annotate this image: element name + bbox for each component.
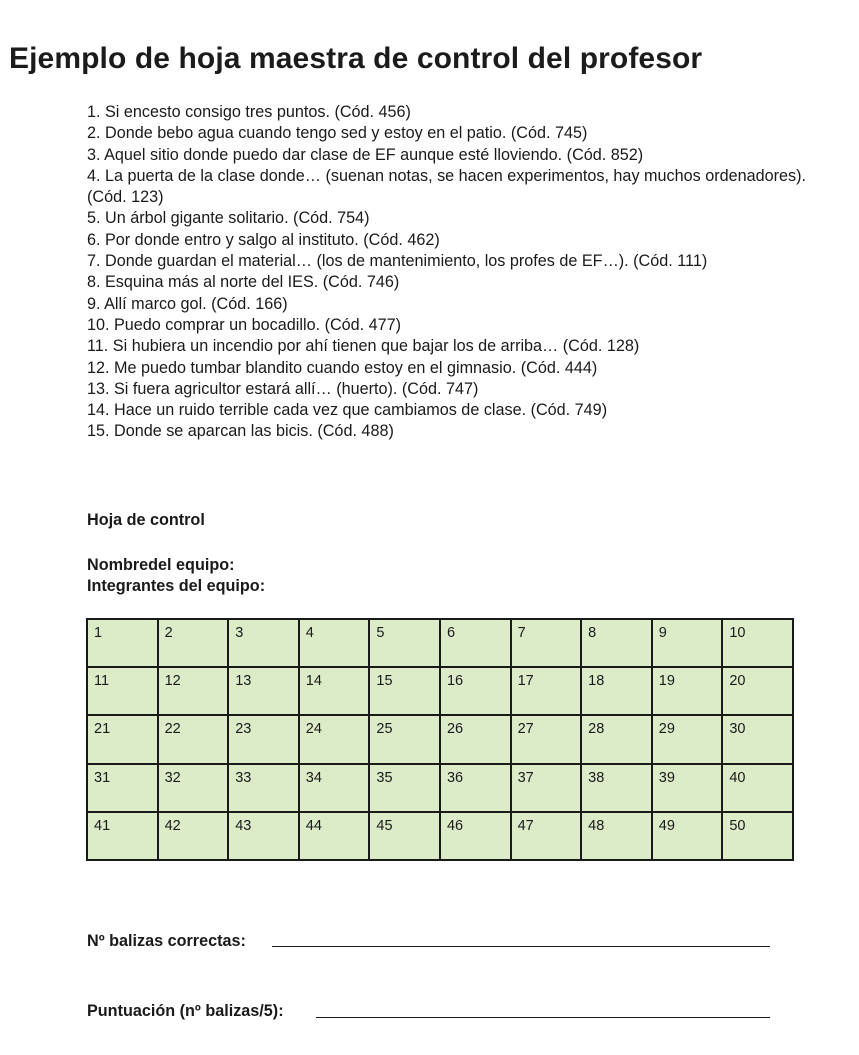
grid-cell[interactable]: 3 xyxy=(228,619,299,667)
grid-cell[interactable]: 28 xyxy=(581,715,652,763)
grid-cell[interactable]: 39 xyxy=(652,764,723,812)
grid-cell[interactable]: 14 xyxy=(299,667,370,715)
grid-cell[interactable]: 10 xyxy=(722,619,793,667)
grid-cell[interactable]: 19 xyxy=(652,667,723,715)
grid-cell[interactable]: 23 xyxy=(228,715,299,763)
grid-cell[interactable]: 9 xyxy=(652,619,723,667)
grid-cell[interactable]: 27 xyxy=(511,715,582,763)
clue-item: 5. Un árbol gigante solitario. (Cód. 754) xyxy=(87,209,370,228)
grid-cell[interactable]: 11 xyxy=(87,667,158,715)
grid-cell[interactable]: 34 xyxy=(299,764,370,812)
grid-cell[interactable]: 40 xyxy=(722,764,793,812)
grid-cell[interactable]: 16 xyxy=(440,667,511,715)
grid-cell[interactable]: 7 xyxy=(511,619,582,667)
clue-item: 6. Por donde entro y salgo al instituto. (Cód. 462) xyxy=(87,230,440,249)
grid-cell[interactable]: 43 xyxy=(228,812,299,860)
clue-item: 10. Puedo comprar un bocadillo. (Cód. 477) xyxy=(87,315,402,334)
team-members-label: Integrantes del equipo: xyxy=(87,577,266,595)
grid-cell[interactable]: 15 xyxy=(369,667,440,715)
grid-cell[interactable]: 36 xyxy=(440,764,511,812)
control-sheet-heading: Hoja de control xyxy=(87,511,205,529)
grid-row xyxy=(87,812,793,860)
beacon-grid xyxy=(86,618,794,861)
grid-cell[interactable]: 48 xyxy=(581,812,652,860)
grid-cell[interactable]: 32 xyxy=(158,764,229,812)
clue-item: 11. Si hubiera un incendio por ahí tienen que bajar los de arriba… (Cód. 128) xyxy=(87,337,640,356)
grid-cell[interactable]: 50 xyxy=(722,812,793,860)
clue-item: 2. Donde bebo agua cuando tengo sed y estoy en el patio. (Cód. 745) xyxy=(87,124,588,143)
grid-cell[interactable]: 42 xyxy=(158,812,229,860)
clue-item: 1. Si encesto consigo tres puntos. (Cód. 456) xyxy=(87,103,411,121)
grid-cell[interactable]: 1 xyxy=(87,619,158,667)
grid-cell[interactable]: 8 xyxy=(581,619,652,667)
grid-cell[interactable]: 47 xyxy=(511,812,582,860)
grid-cell[interactable]: 22 xyxy=(158,715,229,763)
clue-item: 3. Aquel sitio donde puedo dar clase de EF aunque esté lloviendo. (Cód. 852) xyxy=(87,145,644,164)
grid-cell[interactable]: 17 xyxy=(511,667,582,715)
grid-cell[interactable]: 5 xyxy=(369,619,440,667)
clue-item: 7. Donde guardan el material… (los de mantenimiento, los profes de EF…). (Cód. 111) xyxy=(87,252,708,271)
correct-beacons-label: Nº balizas correctas: xyxy=(87,932,246,950)
grid-cell[interactable]: 31 xyxy=(87,764,158,812)
clue-item: 9. Allí marco gol. (Cód. 166) xyxy=(87,294,288,313)
grid-cell[interactable]: 2 xyxy=(158,619,229,667)
grid-cell[interactable]: 49 xyxy=(652,812,723,860)
grid-row xyxy=(87,667,793,715)
grid-cell[interactable]: 24 xyxy=(299,715,370,763)
score-label: Puntuación (nº balizas/5): xyxy=(87,1002,284,1020)
grid-row xyxy=(87,619,793,667)
grid-row xyxy=(87,764,793,812)
grid-cell[interactable]: 38 xyxy=(581,764,652,812)
grid-cell[interactable]: 18 xyxy=(581,667,652,715)
grid-row xyxy=(87,715,793,763)
grid-cell[interactable]: 30 xyxy=(722,715,793,763)
grid-cell[interactable]: 26 xyxy=(440,715,511,763)
grid-cell[interactable]: 21 xyxy=(87,715,158,763)
score-line[interactable] xyxy=(316,1017,770,1018)
clue-item: 14. Hace un ruido terrible cada vez que cambiamos de clase. (Cód. 749) xyxy=(87,401,608,420)
clue-item: 13. Si fuera agricultor estará allí… (huerto). (Cód. 747) xyxy=(87,379,479,398)
correct-beacons-line[interactable] xyxy=(272,946,770,947)
clue-item: 15. Donde se aparcan las bicis. (Cód. 488) xyxy=(87,422,394,441)
grid-cell[interactable]: 29 xyxy=(652,715,723,763)
grid-cell[interactable]: 6 xyxy=(440,619,511,667)
grid-cell[interactable]: 45 xyxy=(369,812,440,860)
grid-cell[interactable]: 37 xyxy=(511,764,582,812)
grid-cell[interactable]: 12 xyxy=(158,667,229,715)
team-name-label: Nombredel equipo: xyxy=(87,556,235,574)
grid-cell[interactable]: 13 xyxy=(228,667,299,715)
clue-item: 8. Esquina más al norte del IES. (Cód. 746) xyxy=(87,273,400,292)
grid-cell[interactable]: 33 xyxy=(228,764,299,812)
clue-item: 4. La puerta de la clase donde… (suenan notas, se hacen experimentos, hay muchos ordenadores). (Cód. 123) xyxy=(87,166,806,207)
clue-list xyxy=(87,102,807,443)
grid-cell[interactable]: 25 xyxy=(369,715,440,763)
grid-cell[interactable]: 46 xyxy=(440,812,511,860)
grid-cell[interactable]: 44 xyxy=(299,812,370,860)
grid-cell[interactable]: 35 xyxy=(369,764,440,812)
page-title: Ejemplo de hoja maestra de control del profesor xyxy=(9,42,703,75)
clue-item: 12. Me puedo tumbar blandito cuando estoy en el gimnasio. (Cód. 444) xyxy=(87,358,598,377)
grid-cell[interactable]: 20 xyxy=(722,667,793,715)
grid-cell[interactable]: 41 xyxy=(87,812,158,860)
grid-cell[interactable]: 4 xyxy=(299,619,370,667)
